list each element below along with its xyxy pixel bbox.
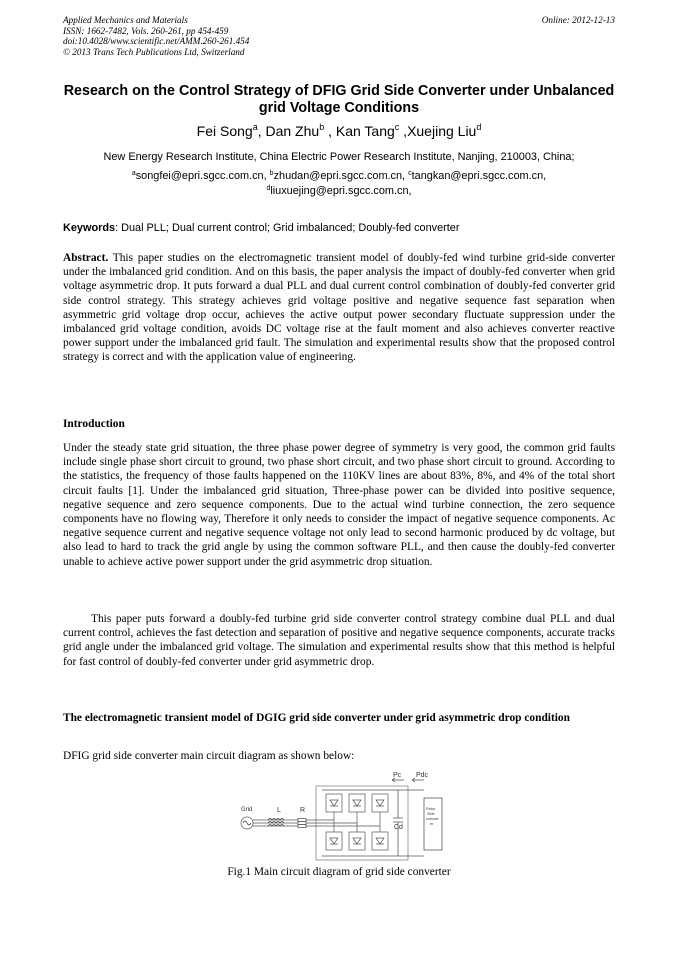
online-date: Online: 2012-12-13 — [541, 15, 615, 25]
section-text: DFIG grid side converter main circuit diagram as shown below: — [63, 750, 355, 762]
author-name: Xuejing Liu — [407, 123, 477, 139]
author-sup: c — [394, 122, 400, 132]
author-sup: a — [252, 122, 258, 132]
doi-line: doi:10.4028/www.scientific.net/AMM.260-261.454 — [63, 36, 250, 47]
author-name: Fei Song — [196, 123, 253, 139]
intro-paragraph-2: This paper puts forward a doubly-fed turbine grid side converter control strategy combine dual PLL and dual current control, achieves the fast detection and separation of positive and negative sequence components, accurate tracks grid angle under the imbalanced grid voltage. The simulation and experimental results show that this method is helpful for fast control of doubly-fed converter under grid asymmetric drop. — [63, 613, 615, 668]
issn-line: ISSN: 1662-7482, Vols. 260-261, pp 454-459 — [63, 25, 229, 36]
label-pdc: Pdc — [416, 772, 429, 779]
author-name: Dan Zhu — [265, 123, 320, 139]
label-capacitor: Cd — [394, 824, 403, 831]
label-resistor: R — [300, 807, 306, 814]
email-address[interactable]: tangkan@epri.sgcc.com.cn, — [411, 170, 547, 182]
keywords — [63, 221, 615, 235]
email-sup: c — [408, 170, 412, 177]
label-rotor: Rotor — [426, 807, 436, 811]
label-rotor: Side — [427, 812, 435, 816]
keywords-label: Keywords — [63, 222, 116, 234]
abstract-text: This paper studies on the electromagnetic transient model of doubly-fed wind turbine grid-side converter under the imbalanced grid condition. And on this basis, the paper analysis the impact of doubly-fed converter when grid voltage asymmetric drop. It puts forward a dual PLL and dual current control combination of doubly-fed converter grid side control strategy. This strategy achieves grid voltage positive and negative sequence fast separation when asymmetric grid voltage drop occur, achieves the active output power secondary fluctuate suppression under the imbalanced grid voltage condition, avoids DC voltage rise at the fault moment and also achieves converter reactive power support under the imbalanced grid fault. The simulation and experimental results show that the proposed control strategy is correct and with the application value of engineering. — [63, 252, 615, 364]
journal-header — [63, 15, 615, 57]
resistor-symbol — [298, 819, 306, 828]
label-inductor: L — [277, 807, 281, 814]
abstract-label: Abstract. — [63, 252, 109, 264]
affiliation: New Energy Research Institute, China Electric Power Research Institute, Nanjing, 210003, China; — [103, 151, 575, 163]
abstract — [63, 251, 615, 365]
author-sup: b — [319, 122, 325, 132]
copyright-line: © 2013 Trans Tech Publications Ltd, Switzerland — [63, 46, 245, 57]
email-address[interactable]: liuxuejing@epri.sgcc.com.cn, — [270, 185, 412, 197]
label-rotor: convert — [426, 817, 439, 821]
capacitor-symbol — [393, 790, 403, 856]
intro-heading: Introduction — [63, 418, 125, 430]
email-address[interactable]: songfei@epri.sgcc.com.cn, — [135, 170, 267, 182]
igbt-bridge — [314, 794, 388, 850]
keywords-text: : Dual PLL; Dual current control; Grid imbalanced; Doubly-fed converter — [115, 222, 460, 234]
author-list: Fei Song$^a$, Dan Zhu$^b$ , Kan Tang$^c$ ,Xuejing Liu$^d$ — [196, 122, 482, 139]
label-pc: Pc — [393, 772, 402, 779]
email-address[interactable]: zhudan@epri.sgcc.com.cn, — [273, 170, 406, 182]
author-name: Kan Tang — [335, 123, 395, 139]
paper-title: Research on the Control Strategy of DFIG Grid Side Converter under Unbalanced grid Voltage Conditions — [63, 83, 615, 116]
figure-caption: Fig.1 Main circuit diagram of grid side converter — [227, 866, 451, 878]
email-list — [63, 169, 615, 199]
email-sup: d — [266, 185, 271, 192]
inductor-symbol — [268, 819, 284, 827]
intro-paragraph-1: Under the steady state grid situation, the three phase power degree of symmetry is very good, the common grid faults include single phase short circuit to ground, two phase short circuit, and two phase short circuit to ground. According to the statistics, the frequency of those faults happened on the 110KV lines are about 83%, 8%, and 4% of the total short circuit faults [1]. Under the imbalanced grid situation, Three-phase power can be divided into positive sequence, negative sequence and zero sequence components. Due to the actual wind turbine connection, the zero sequence components have no flowing way, Therefore it only needs to consider the impact of negative sequence components. Ac negative sequence current and negative sequence voltage not only lead to second harmonic produced by dc voltage, but also lead to hard to track the grid angle by using the common software PLL, and then cause the doubly-fed converter unable to achieve active power support under the grid asymmetric drop situation. — [63, 442, 615, 568]
author-sup: d — [476, 122, 482, 132]
label-rotor: er — [430, 822, 434, 826]
journal-name: Applied Mechanics and Materials — [63, 15, 188, 25]
email-sup: b — [269, 170, 274, 177]
email-sup: a — [131, 170, 136, 177]
label-grid: Grid — [241, 807, 253, 813]
circuit-diagram — [232, 768, 448, 866]
section-heading: The electromagnetic transient model of DGIG grid side converter under grid asymmetric drop condition — [63, 712, 570, 724]
